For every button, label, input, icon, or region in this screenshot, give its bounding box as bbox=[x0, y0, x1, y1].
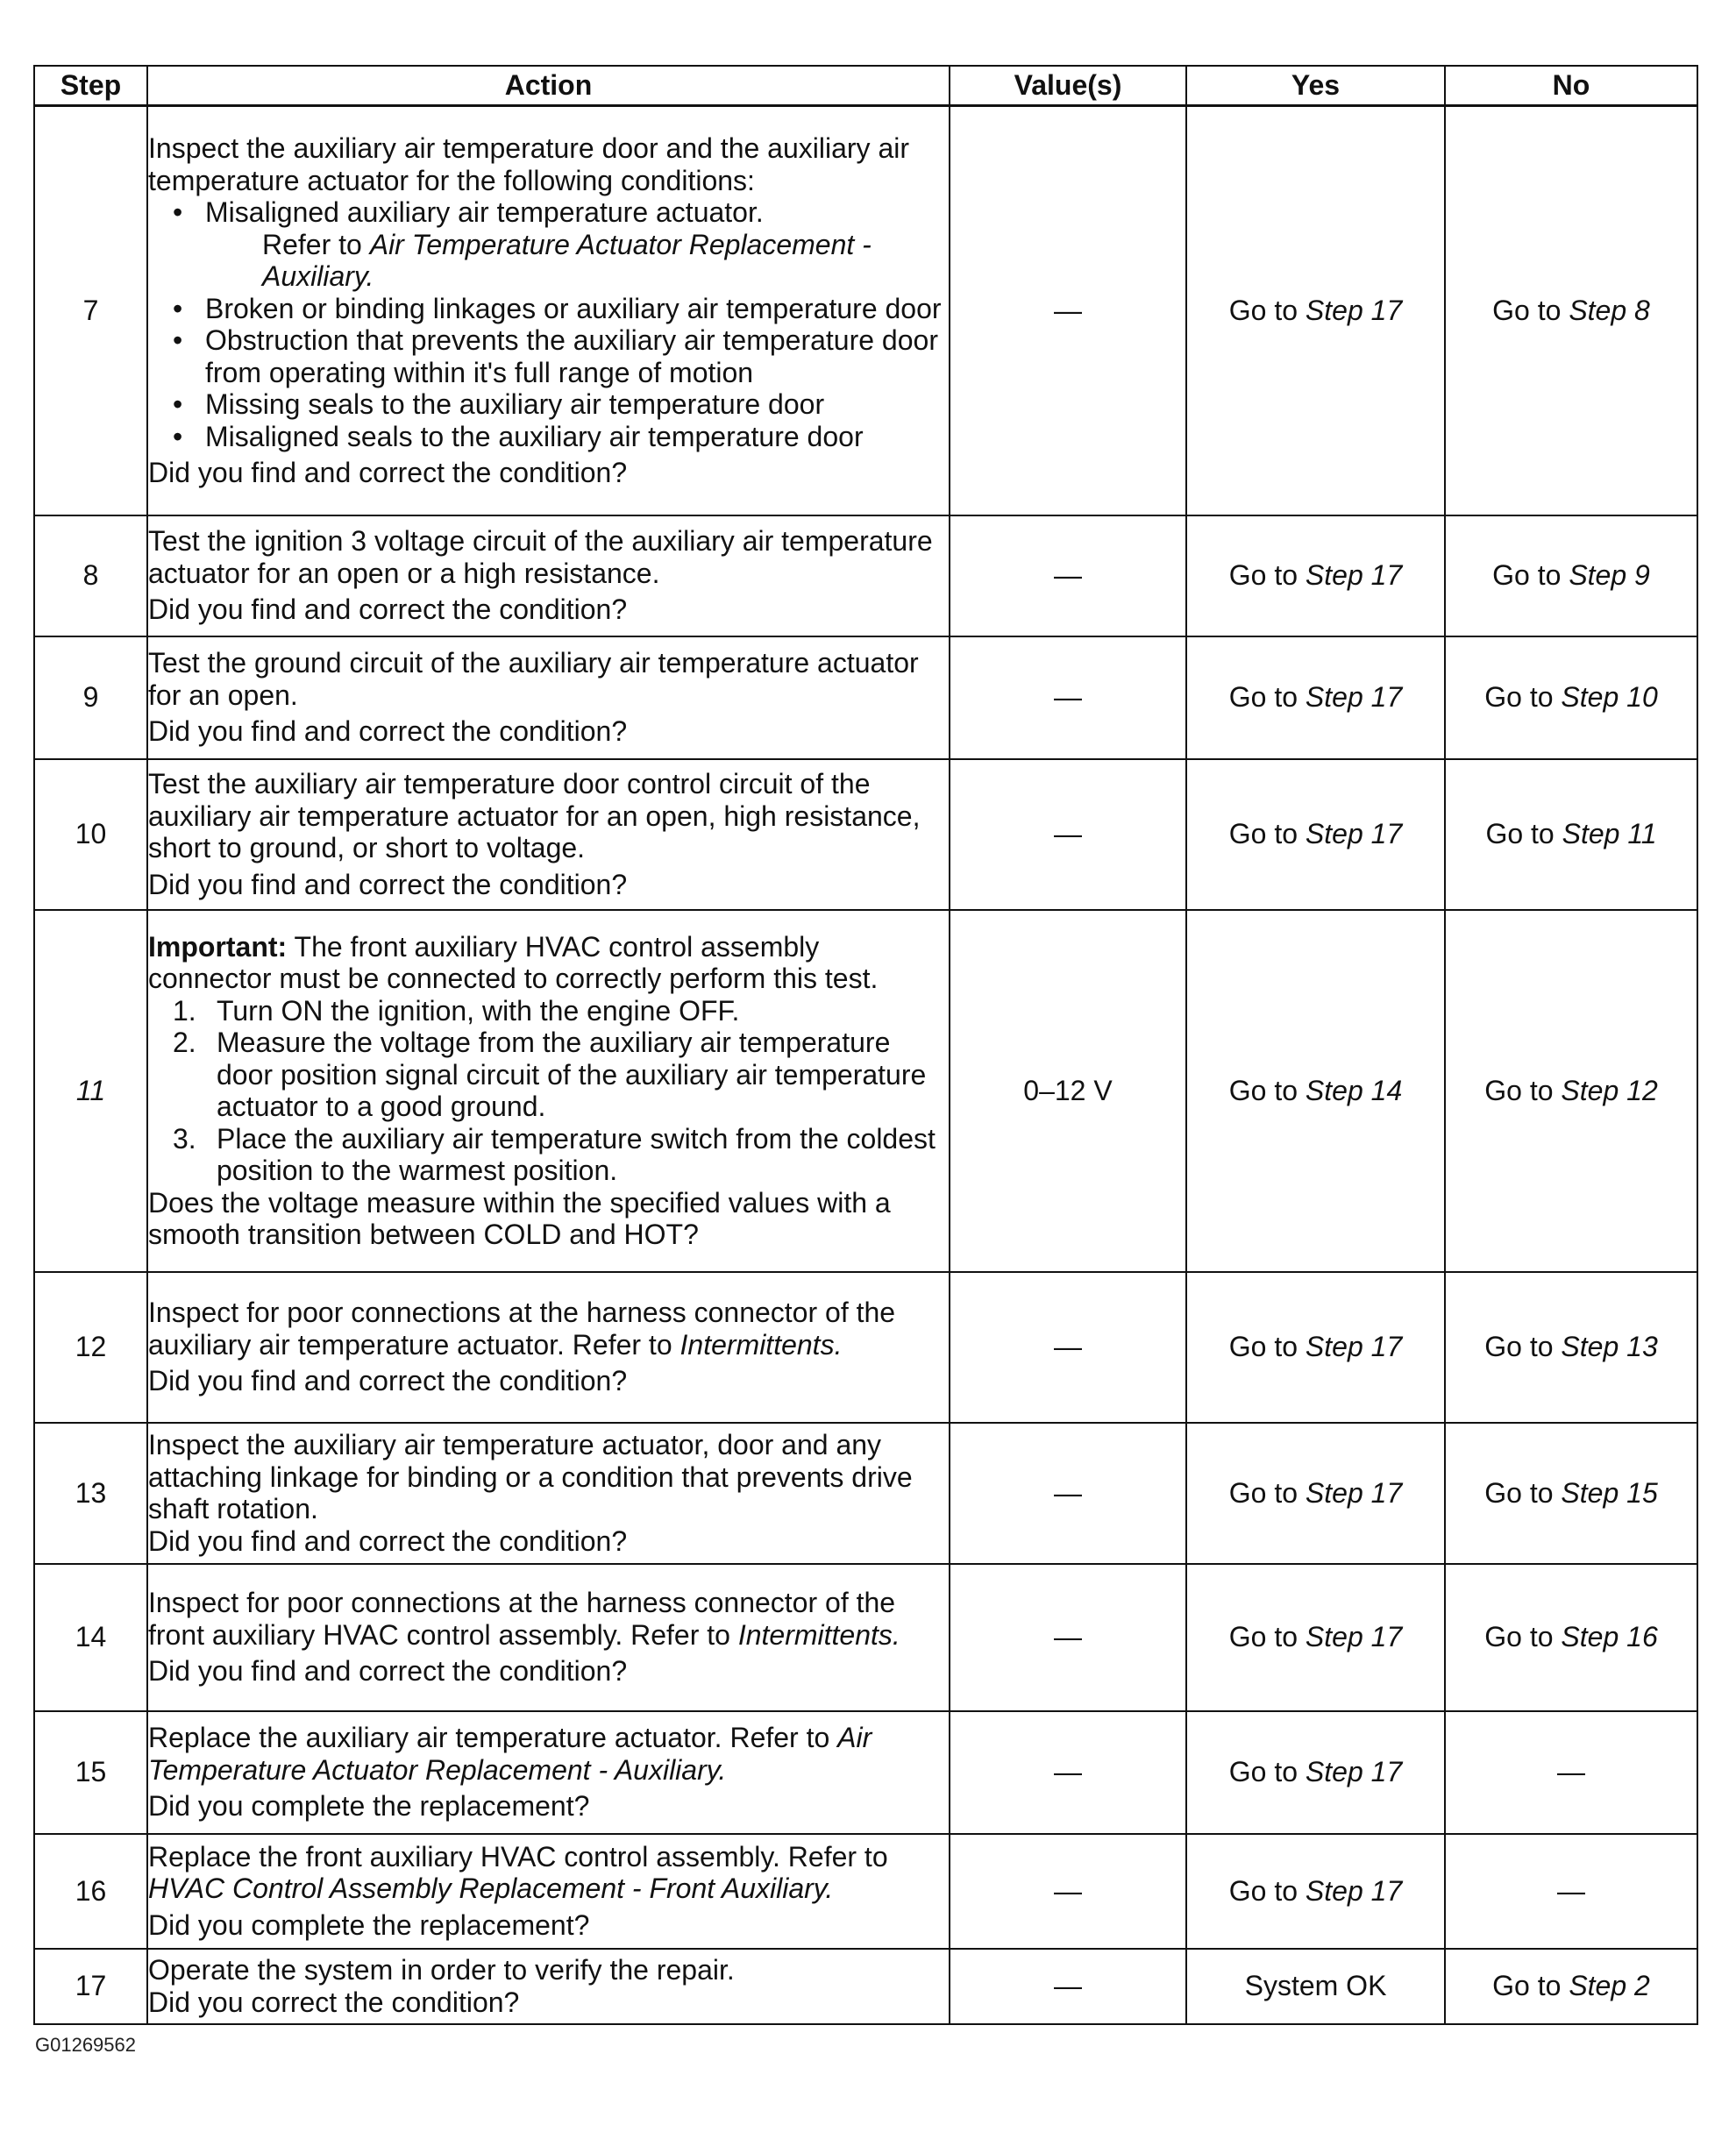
action-cell bbox=[147, 515, 950, 636]
action-cell bbox=[147, 910, 950, 1272]
step-link[interactable]: Step 17 bbox=[1305, 559, 1403, 592]
step-link[interactable]: Step 17 bbox=[1305, 1621, 1403, 1653]
action-question: Did you complete the replacement? bbox=[148, 1790, 590, 1823]
value-cell: — bbox=[950, 1834, 1186, 1949]
list-item: 3. Place the auxiliary air temperature switch from the coldest position to the warmest position. bbox=[173, 1122, 936, 1186]
step-link[interactable]: Step 15 bbox=[1561, 1476, 1658, 1509]
action-question: Did you find and correct the condition? bbox=[148, 1655, 628, 1688]
action-cell bbox=[147, 636, 950, 759]
step-number: 17 bbox=[34, 1949, 147, 2024]
action-text: Test the ignition 3 voltage circuit of the auxiliary air temperature actuator for an open or a high resistance. bbox=[148, 525, 933, 589]
no-cell: Go to Step 10 bbox=[1445, 636, 1697, 759]
yes-cell: Go to Step 17 bbox=[1186, 515, 1445, 636]
step-link[interactable]: Step 16 bbox=[1561, 1621, 1658, 1653]
value-cell: — bbox=[950, 106, 1186, 515]
value-cell: — bbox=[950, 1949, 1186, 2024]
value-cell: — bbox=[950, 1272, 1186, 1423]
action-cell bbox=[147, 1711, 950, 1834]
action-question: Did you find and correct the condition? bbox=[148, 457, 628, 488]
yes-cell: Go to Step 17 bbox=[1186, 1423, 1445, 1564]
step-link[interactable]: Step 17 bbox=[1305, 1874, 1403, 1907]
list-item: 2. Measure the voltage from the auxiliary air temperature door position signal circuit of the auxiliary air temperature actuator to a good ground. bbox=[173, 1027, 927, 1122]
header-action: Action bbox=[147, 66, 950, 106]
action-question: Did you find and correct the condition? bbox=[148, 715, 628, 748]
yes-cell: System OK bbox=[1186, 1949, 1445, 2024]
reference-link[interactable]: Intermittents. bbox=[679, 1328, 843, 1361]
no-cell: Go to Step 16 bbox=[1445, 1564, 1697, 1711]
step-number: 14 bbox=[34, 1564, 147, 1711]
table-header-row bbox=[34, 66, 1697, 106]
reference-link[interactable]: HVAC Control Assembly Replacement - Front Auxiliary. bbox=[148, 1873, 834, 1905]
step-link[interactable]: Step 17 bbox=[1305, 681, 1403, 714]
important-note: Important: The front auxiliary HVAC control assembly connector must be connected to correctly perform this test. bbox=[148, 930, 879, 994]
step-link[interactable]: Step 9 bbox=[1569, 559, 1650, 592]
yes-cell: Go to Step 17 bbox=[1186, 1272, 1445, 1423]
list-item: • Misaligned auxiliary air temperature actuator. Refer to Air Temperature Actuator Replacement - Auxiliary. bbox=[173, 196, 949, 293]
step-number: 11 bbox=[34, 910, 147, 1272]
action-text: Inspect for poor connections at the harness connector of the front auxiliary HVAC control assembly. Refer to Intermittents. bbox=[148, 1587, 900, 1651]
yes-cell: Go to Step 14 bbox=[1186, 910, 1445, 1272]
value-cell: — bbox=[950, 515, 1186, 636]
header-values: Value(s) bbox=[950, 66, 1186, 106]
action-cell bbox=[147, 1564, 950, 1711]
action-text: Test the auxiliary air temperature door control circuit of the auxiliary air temperature actuator for an open, high resistance, short to ground, or short to voltage. bbox=[148, 768, 921, 863]
table-row-step-7 bbox=[34, 106, 1697, 515]
table-row-step-11 bbox=[34, 910, 1697, 1272]
table-row-step-13 bbox=[34, 1423, 1697, 1564]
action-question: Did you find and correct the condition? bbox=[148, 1365, 628, 1397]
value-cell: — bbox=[950, 1564, 1186, 1711]
yes-cell: Go to Step 17 bbox=[1186, 1564, 1445, 1711]
step-number: 16 bbox=[34, 1834, 147, 1949]
yes-cell: Go to Step 17 bbox=[1186, 1834, 1445, 1949]
step-link[interactable]: Step 14 bbox=[1305, 1074, 1403, 1106]
action-cell bbox=[147, 1272, 950, 1423]
reference-link[interactable]: Air Temperature Actuator Replacement - Auxiliary. bbox=[148, 1722, 872, 1786]
action-cell bbox=[147, 1834, 950, 1949]
step-link[interactable]: Step 17 bbox=[1305, 295, 1403, 326]
yes-cell: Go to Step 17 bbox=[1186, 106, 1445, 515]
step-link[interactable]: Step 10 bbox=[1561, 681, 1658, 714]
yes-cell: Go to Step 17 bbox=[1186, 1711, 1445, 1834]
list-item: • Obstruction that prevents the auxiliary air temperature door from operating within it's full range of motion bbox=[173, 324, 949, 388]
no-cell: — bbox=[1445, 1834, 1697, 1949]
no-cell: Go to Step 15 bbox=[1445, 1423, 1697, 1564]
step-link[interactable]: Step 13 bbox=[1561, 1331, 1658, 1363]
action-cell bbox=[147, 1949, 950, 2024]
header-yes: Yes bbox=[1186, 66, 1445, 106]
action-text: Test the ground circuit of the auxiliary air temperature actuator for an open. bbox=[148, 647, 919, 711]
diagnostic-table bbox=[33, 65, 1698, 2025]
list-item: • Misaligned seals to the auxiliary air temperature door bbox=[173, 421, 949, 453]
no-cell: Go to Step 12 bbox=[1445, 910, 1697, 1272]
step-number: 8 bbox=[34, 515, 147, 636]
step-link[interactable]: Step 8 bbox=[1569, 295, 1650, 326]
table-row-step-10 bbox=[34, 759, 1697, 910]
step-link[interactable]: Step 17 bbox=[1305, 818, 1403, 850]
step-number: 9 bbox=[34, 636, 147, 759]
action-question: Did you find and correct the condition? bbox=[148, 868, 628, 900]
step-link[interactable]: Step 2 bbox=[1569, 1970, 1650, 2002]
action-question: Did you correct the condition? bbox=[148, 1986, 520, 2018]
action-text: Replace the auxiliary air temperature actuator. Refer to Air Temperature Actuator Replacement - Auxiliary. bbox=[148, 1722, 872, 1786]
reference-link[interactable]: Intermittents. bbox=[737, 1618, 900, 1651]
no-cell: — bbox=[1445, 1711, 1697, 1834]
yes-cell: Go to Step 17 bbox=[1186, 759, 1445, 910]
action-text: Replace the front auxiliary HVAC control assembly. Refer to HVAC Control Assembly Replacement - Front Auxiliary. bbox=[148, 1840, 888, 1905]
no-cell: Go to Step 13 bbox=[1445, 1272, 1697, 1423]
value-cell: — bbox=[950, 1423, 1186, 1564]
no-cell: Go to Step 11 bbox=[1445, 759, 1697, 910]
condition-list bbox=[148, 196, 949, 452]
step-link[interactable]: Step 17 bbox=[1305, 1756, 1403, 1788]
action-intro: Inspect the auxiliary air temperature door and the auxiliary air temperature actuator for the following conditions: bbox=[148, 132, 909, 196]
list-item: • Missing seals to the auxiliary air temperature door bbox=[173, 388, 949, 421]
value-cell: 0–12 V bbox=[950, 910, 1186, 1272]
action-question: Did you find and correct the condition? bbox=[148, 1524, 628, 1557]
value-cell: — bbox=[950, 636, 1186, 759]
figure-id: G01269562 bbox=[35, 2034, 136, 2056]
table-row-step-16 bbox=[34, 1834, 1697, 1949]
step-link[interactable]: Step 17 bbox=[1305, 1331, 1403, 1363]
action-question: Did you complete the replacement? bbox=[148, 1908, 590, 1941]
procedure-list bbox=[148, 995, 949, 1187]
action-cell bbox=[147, 759, 950, 910]
no-cell: Go to Step 2 bbox=[1445, 1949, 1697, 2024]
step-number: 15 bbox=[34, 1711, 147, 1834]
value-cell: — bbox=[950, 1711, 1186, 1834]
step-number: 7 bbox=[34, 106, 147, 515]
action-cell bbox=[147, 106, 950, 515]
value-cell: — bbox=[950, 759, 1186, 910]
action-text: Inspect the auxiliary air temperature actuator, door and any attaching linkage for binding or a condition that prevents drive shaft rotation. bbox=[148, 1429, 913, 1524]
no-cell: Go to Step 9 bbox=[1445, 515, 1697, 636]
no-cell: Go to Step 8 bbox=[1445, 106, 1697, 515]
action-question: Does the voltage measure within the specified values with a smooth transition between COLD and HOT? bbox=[148, 1186, 891, 1250]
action-cell bbox=[147, 1423, 950, 1564]
reference-link[interactable]: Air Temperature Actuator Replacement - Auxiliary. bbox=[262, 228, 872, 292]
step-link[interactable]: Step 12 bbox=[1561, 1074, 1658, 1106]
step-number: 12 bbox=[34, 1272, 147, 1423]
table-row-step-9 bbox=[34, 636, 1697, 759]
header-step: Step bbox=[34, 66, 147, 106]
header-no: No bbox=[1445, 66, 1697, 106]
step-number: 10 bbox=[34, 759, 147, 910]
table-row-step-14 bbox=[34, 1564, 1697, 1711]
action-text: Operate the system in order to verify the repair. bbox=[148, 1954, 735, 1986]
step-number: 13 bbox=[34, 1423, 147, 1564]
table-row-step-8 bbox=[34, 515, 1697, 636]
step-link[interactable]: Step 17 bbox=[1305, 1476, 1403, 1509]
list-item: 1. Turn ON the ignition, with the engine OFF. bbox=[173, 994, 740, 1027]
yes-cell: Go to Step 17 bbox=[1186, 636, 1445, 759]
list-item: • Broken or binding linkages or auxiliary air temperature door bbox=[173, 293, 949, 325]
action-question: Did you find and correct the condition? bbox=[148, 593, 628, 626]
table-row-step-15 bbox=[34, 1711, 1697, 1834]
table-row-step-12 bbox=[34, 1272, 1697, 1423]
step-link[interactable]: Step 11 bbox=[1562, 818, 1657, 850]
action-text: Inspect for poor connections at the harness connector of the auxiliary air temperature actuator. Refer to Intermittents. bbox=[148, 1297, 896, 1361]
table-row-step-17 bbox=[34, 1949, 1697, 2024]
